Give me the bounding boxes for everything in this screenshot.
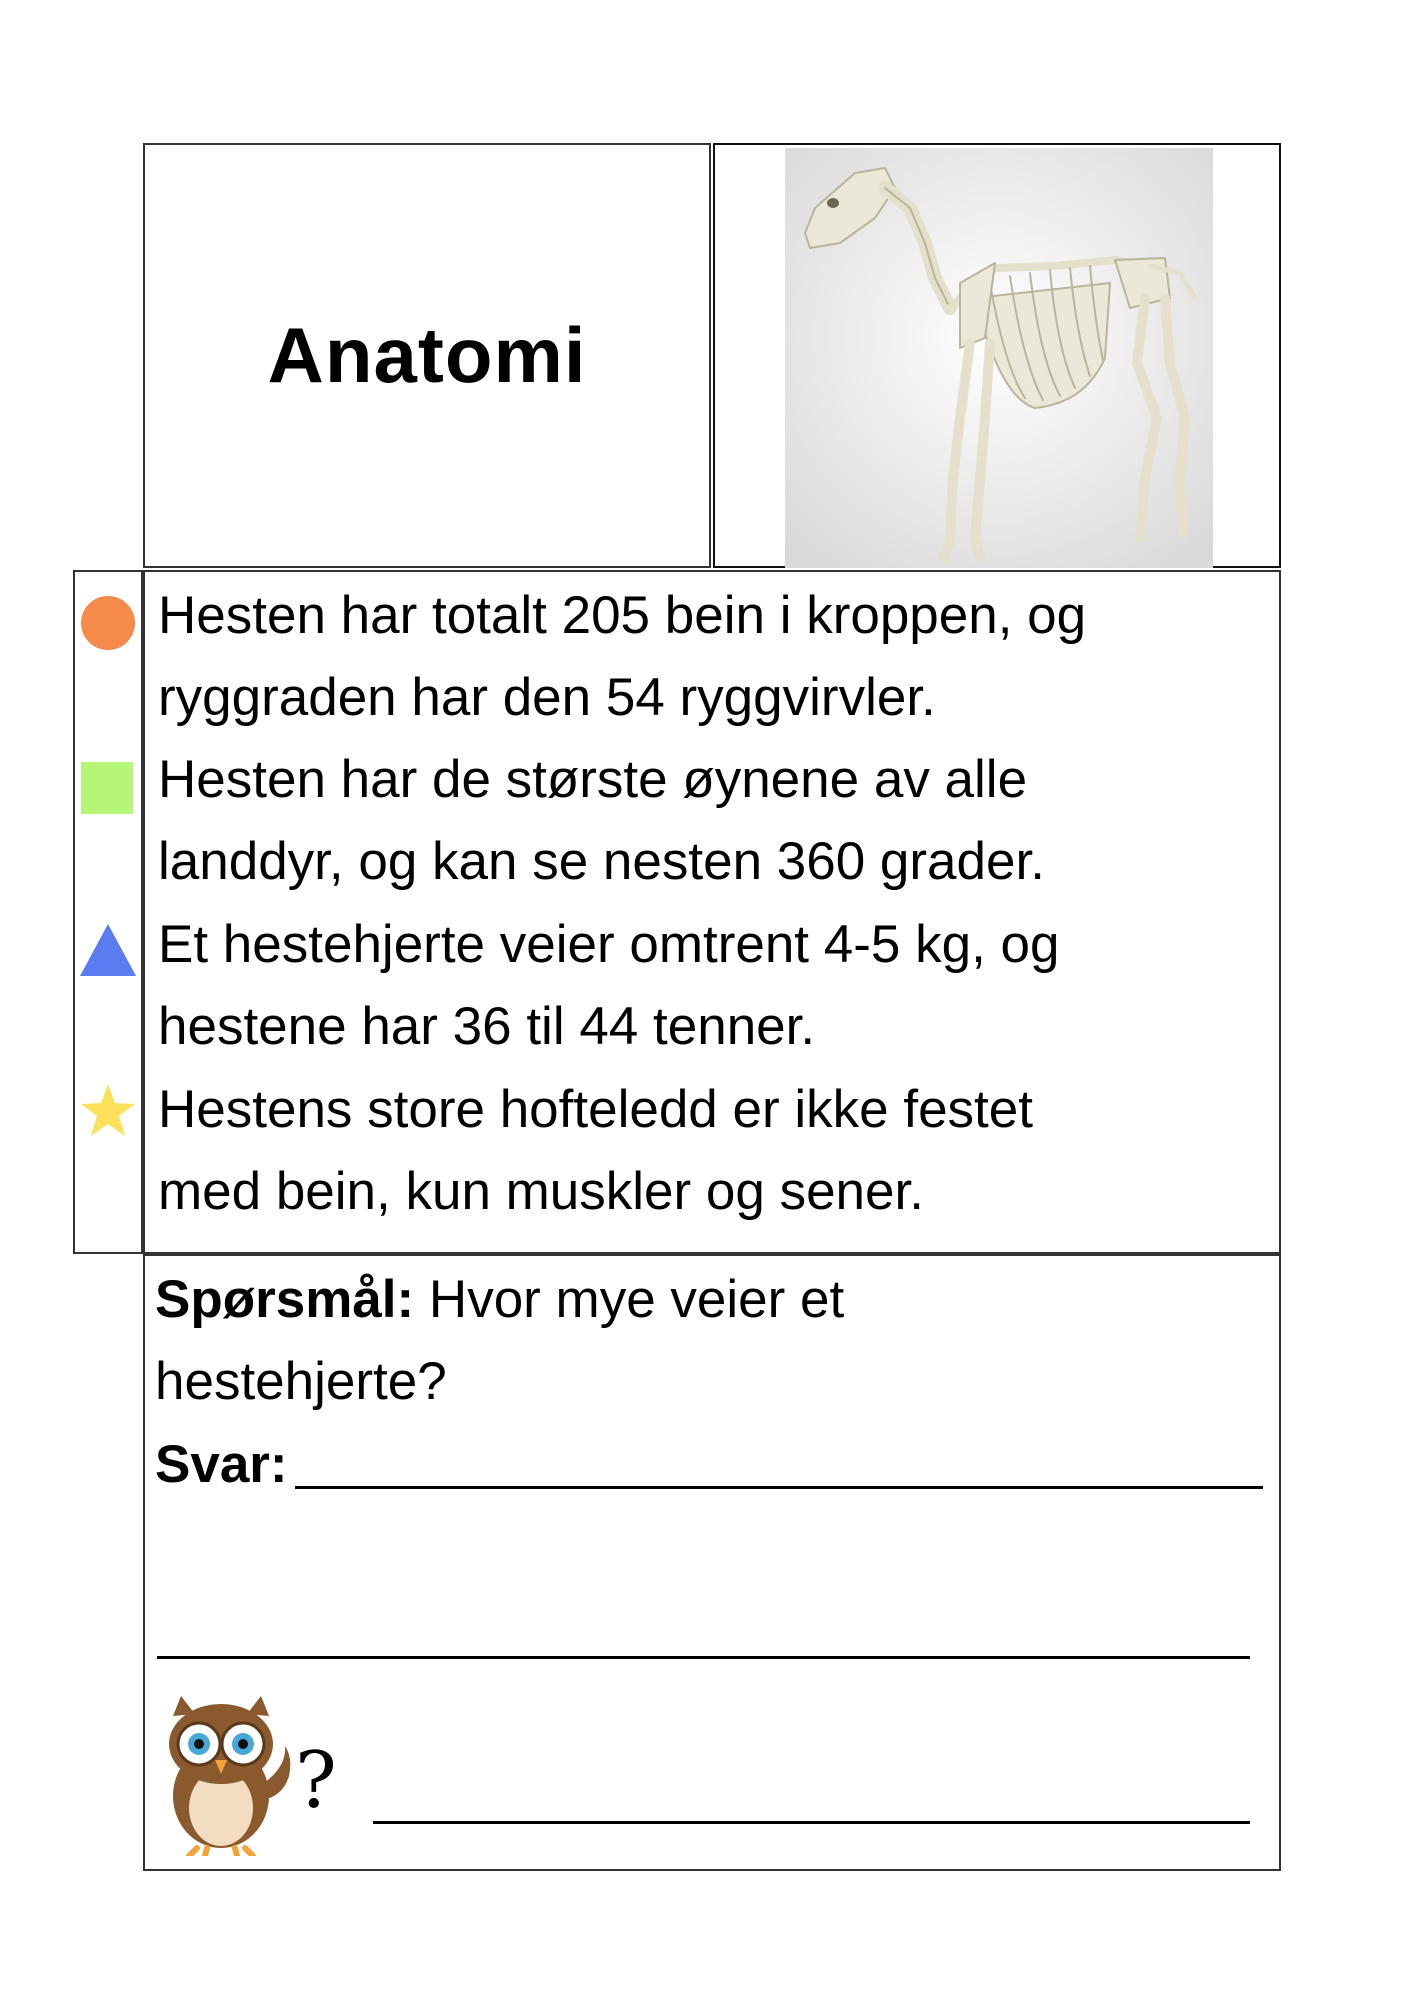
image-cell — [713, 143, 1281, 568]
green-square-icon — [79, 760, 137, 818]
title-cell — [143, 143, 711, 568]
question-cell — [143, 1254, 1281, 1871]
answer-line-1[interactable] — [295, 1486, 1263, 1489]
orange-circle-icon — [79, 594, 137, 652]
facts-cell — [143, 570, 1281, 1254]
answer-label: Svar: — [155, 1435, 288, 1494]
horse-skeleton-image — [785, 148, 1213, 568]
icon-column — [73, 570, 143, 1254]
page-title: Anatomi — [267, 311, 587, 399]
yellow-star-icon — [79, 1082, 137, 1140]
question-label: Spørsmål: — [155, 1270, 415, 1329]
question-mark: ? — [295, 1736, 337, 1826]
fact-1: Hesten har totalt 205 bein i kroppen, og ryggraden har den 54 ryggvirvler. — [158, 586, 1087, 727]
question-text: Spørsmål: Hvor mye veier et hestehjerte? — [155, 1270, 845, 1411]
fact-3: Et hestehjerte veier omtrent 4-5 kg, og hestene har 36 til 44 tenner. — [158, 915, 1060, 1056]
blue-triangle-icon — [79, 922, 137, 980]
answer-line-3[interactable] — [373, 1821, 1250, 1824]
fact-4: Hestens store hofteledd er ikke festet med bein, kun muskler og sener. — [158, 1080, 1033, 1221]
answer-line-2[interactable] — [157, 1656, 1250, 1659]
fact-2: Hesten har de største øynene av alle landdyr, og kan se nesten 360 grader. — [158, 750, 1045, 891]
owl-icon — [159, 1696, 294, 1856]
